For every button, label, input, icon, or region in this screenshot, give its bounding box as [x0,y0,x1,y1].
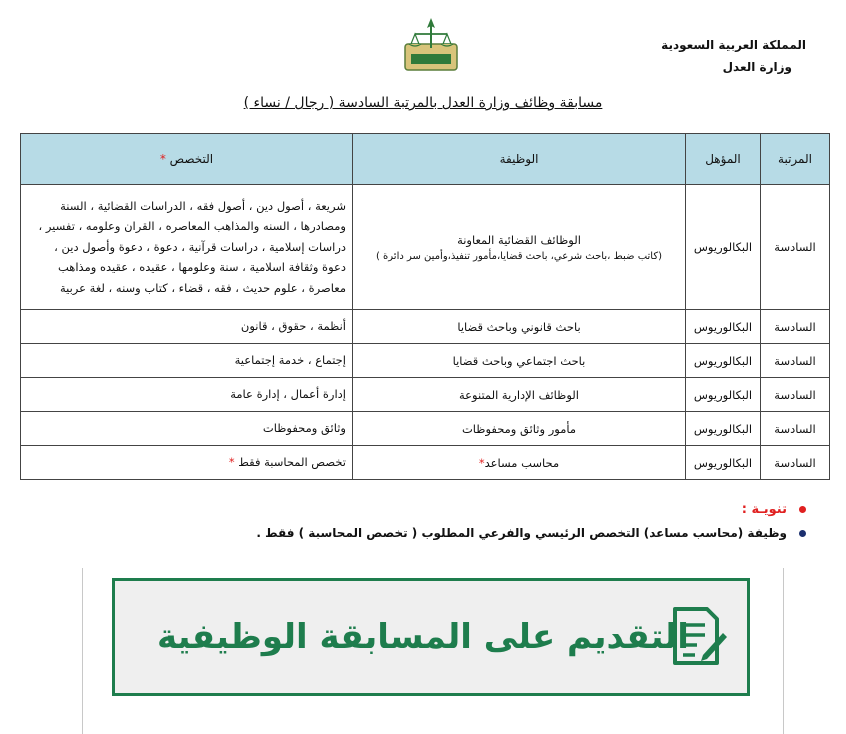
table-row [21,310,830,344]
apply-banner-text: التقديم على المسابقة الوظيفية [157,617,689,657]
header-qualification: المؤهل [686,134,761,185]
cell-job: الوظائف الإدارية المتنوعة [353,378,686,412]
cell-specialization: إجتماع ، خدمة إجتماعية [21,344,353,378]
cell-qualification: البكالوريوس [686,185,761,310]
header-rank: المرتبة [761,134,830,185]
cell-job: مأمور وثائق ومحفوظات [353,412,686,446]
cell-rank: السادسة [761,344,830,378]
document-edit-icon [669,605,729,669]
required-mark: * [228,455,235,470]
cell-specialization: وثائق ومحفوظات [21,412,353,446]
cell-rank: السادسة [761,310,830,344]
cell-specialization: إدارة أعمال ، إدارة عامة [21,378,353,412]
table-row [21,412,830,446]
cell-job [353,446,686,480]
note-item [256,526,806,540]
bullet-icon [799,506,806,513]
required-mark: * [478,455,485,470]
table-row [21,446,830,480]
cell-qualification: البكالوريوس [686,344,761,378]
cell-rank: السادسة [761,446,830,480]
spec-text: تخصص المحاسبة فقط [238,455,346,470]
cell-qualification: البكالوريوس [686,378,761,412]
note-title-row [256,502,806,517]
ministry-emblem [401,14,461,74]
header-job: الوظيفة [353,134,686,185]
jobs-table [20,133,830,480]
cell-rank: السادسة [761,378,830,412]
header-block [661,34,806,78]
table-header-row [21,134,830,185]
cell-job [353,185,686,310]
cell-rank: السادسة [761,412,830,446]
apply-banner-button[interactable] [112,578,750,696]
table-row [21,344,830,378]
cell-qualification: البكالوريوس [686,412,761,446]
country-name: المملكة العربية السعودية [661,38,806,52]
job-title: الوظائف القضائية المعاونة [457,232,581,247]
cell-specialization [21,446,353,480]
note-title: تنويـة : [741,502,787,517]
notes-section [256,502,806,549]
cell-specialization: شريعة ، أصول دين ، أصول فقه ، الدراسات القضائية ، السنة ومصادرها ، السنه والمذاهب المعاصره ، القران وعلومه ، تفسير ، دراسات إسلامية ، دراسات قرآنية ، دعوة ، دعوة وأصول دين ، دعوة وثقافة اسلامية ، سنة وعلومها ، عقيده ، عقيده ومذاهب معاصرة ، علوم حديث ، فقه ، قضاء ، كتاب وسنه ، لغة عربية [21,185,353,310]
ministry-name: وزارة العدل [722,60,792,74]
page-title [0,95,846,111]
note-text: وظيفة (محاسب مساعد) التخصص الرئيسي والفرعي المطلوب ( تخصص المحاسبة ) فقط . [256,526,787,540]
cell-qualification: البكالوريوس [686,446,761,480]
cell-job: باحث اجتماعي وباحث قضايا [353,344,686,378]
job-title: محاسب مساعد [484,455,560,470]
header-specialization [21,134,353,185]
table-row [21,185,830,310]
bullet-icon [799,530,806,537]
cell-job: باحث قانوني وباحث قضايا [353,310,686,344]
cell-qualification: البكالوريوس [686,310,761,344]
job-subtitle: (كاتب ضبط ،باحث شرعي، باحث قضايا،مأمور تنفيذ،وأمين سر دائرة ) [375,250,663,262]
page-title-text: مسابقة وظائف وزارة العدل بالمرتبة السادسة ( رجال / نساء ) [243,95,603,111]
cell-rank: السادسة [761,185,830,310]
header-specialization-label: التخصص [169,152,214,166]
cell-specialization: أنظمة ، حقوق ، قانون [21,310,353,344]
table-row [21,378,830,412]
required-mark: * [159,152,166,166]
